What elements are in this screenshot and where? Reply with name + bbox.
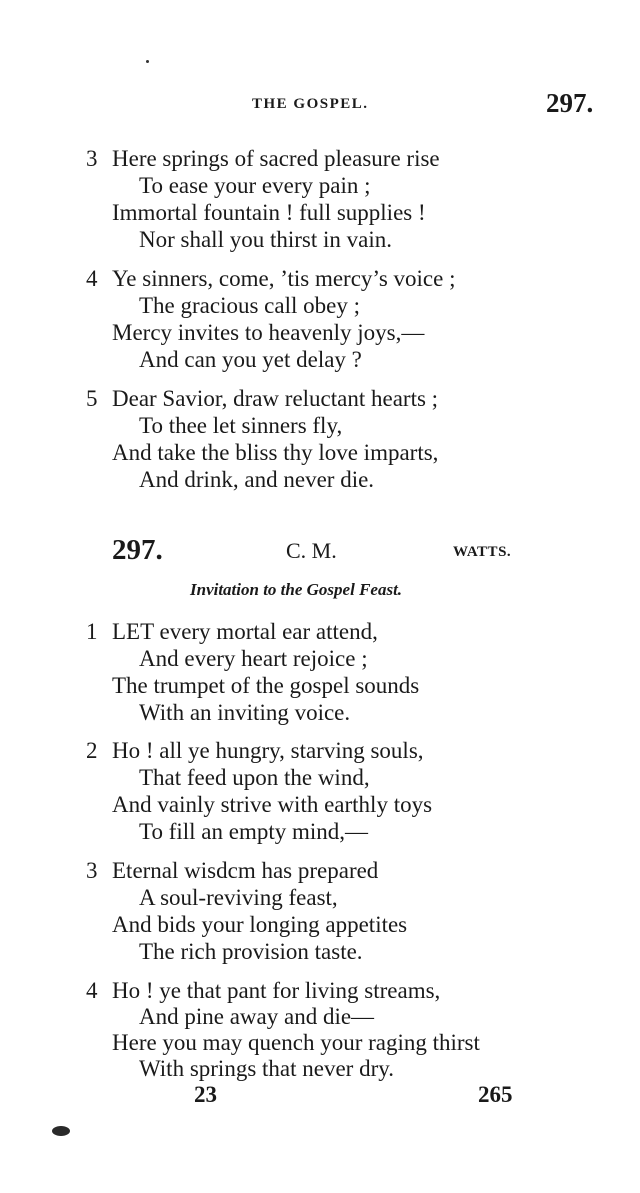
stanza-number: 1 (86, 619, 98, 644)
verse-line: Here springs of sacred pleasure rise (112, 146, 440, 171)
hymn-number: 297. (112, 534, 163, 566)
verse-line: And pine away and die— (139, 1004, 375, 1029)
verse-line: And drink, and never die. (139, 467, 375, 492)
verse-line: And take the bliss thy love imparts, (112, 440, 439, 465)
verse-line: To fill an empty mind,— (139, 819, 369, 844)
verse-line: And every heart rejoice ; (139, 646, 368, 671)
verse-line: Ho ! all ye hungry, starving souls, (112, 738, 424, 763)
signature-mark: 23 (194, 1082, 217, 1107)
verse-line: To thee let sinners fly, (139, 413, 343, 438)
stanza-number: 2 (86, 738, 98, 763)
hymn-author: WATTS. (453, 544, 512, 560)
stanza-number: 5 (86, 386, 98, 411)
page-footer (0, 1082, 640, 1116)
stanza-number: 3 (86, 858, 98, 883)
running-header (0, 86, 640, 126)
verse-line: A soul-reviving feast, (139, 885, 338, 910)
verse-line: And can you yet delay ? (139, 347, 362, 372)
stanza-number: 3 (86, 146, 98, 171)
verse-line: And bids your longing appetites (112, 912, 408, 937)
verse-line: That feed upon the wind, (139, 765, 370, 790)
verse-line: The trumpet of the gospel sounds (112, 673, 420, 698)
verse-line: Mercy invites to heavenly joys,— (112, 320, 425, 345)
folio-number: 265 (478, 1082, 513, 1107)
verse-line: Nor shall you thirst in vain. (139, 227, 392, 252)
verse-line: The rich provision taste. (139, 939, 363, 964)
verse-line: Dear Savior, draw reluctant hearts ; (112, 386, 439, 411)
verse-line: With springs that never dry. (139, 1056, 394, 1081)
ink-smudge (52, 1126, 70, 1136)
running-title: THE GOSPEL. (252, 96, 369, 112)
print-speck (146, 60, 149, 63)
verse-line: LET every mortal ear attend, (112, 619, 378, 644)
stanza-number: 4 (86, 266, 98, 291)
verse-line: Ye sinners, come, ’tis mercy’s voice ; (112, 266, 456, 291)
stanza-number: 4 (86, 978, 98, 1003)
hymn-subtitle: Invitation to the Gospel Feast. (190, 580, 403, 599)
verse-line: Eternal wisdcm has prepared (112, 858, 379, 883)
header-hymn-number: 297. (546, 88, 594, 118)
hymn-meter: C. M. (286, 538, 337, 563)
hymn-heading (0, 534, 640, 574)
verse-line: Ho ! ye that pant for living streams, (112, 978, 441, 1003)
verse-line: And vainly strive with earthly toys (112, 792, 433, 817)
verse-line: With an inviting voice. (139, 700, 351, 725)
verse-line: Immortal fountain ! full supplies ! (112, 200, 426, 225)
verse-line: The gracious call obey ; (139, 293, 360, 318)
verse-line: To ease your every pain ; (139, 173, 371, 198)
verse-line: Here you may quench your raging thirst (112, 1030, 480, 1055)
